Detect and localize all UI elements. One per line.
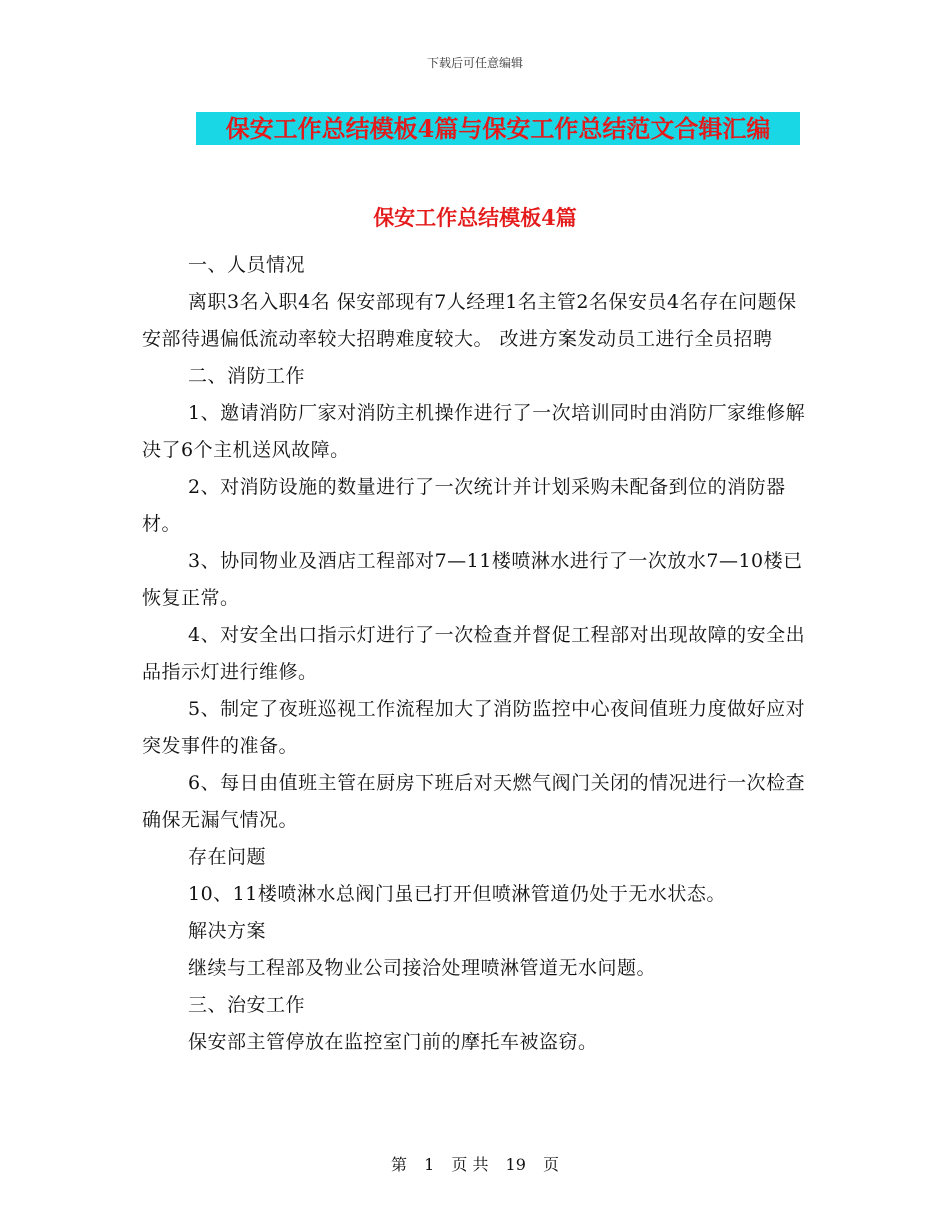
paragraph: 离职3名入职4名 保安部现有7人经理1名主管2名保安员4名存在问题保安部待遇偏低流动率较大招聘难度较大。 改进方案发动员工进行全员招聘 xyxy=(142,291,797,350)
page-footer xyxy=(0,1152,950,1175)
paragraph: 继续与工程部及物业公司接洽处理喷淋管道无水问题。 xyxy=(188,957,657,979)
paragraph: 3、协同物业及酒店工程部对7—11楼喷淋水进行了一次放水7—10楼已恢复正常。 xyxy=(142,550,803,609)
footer-mid: 页 共 xyxy=(451,1155,489,1174)
sub-title: 保安工作总结模板4篇 xyxy=(373,205,577,230)
paragraph: 6、每日由值班主管在厨房下班后对天燃气阀门关闭的情况进行一次检查确保无漏气情况。 xyxy=(142,772,806,831)
paragraph: 2、对消防设施的数量进行了一次统计并计划采购未配备到位的消防器材。 xyxy=(142,476,786,535)
paragraph: 5、制定了夜班巡视工作流程加大了消防监控中心夜间值班力度做好应对突发事件的准备。 xyxy=(142,698,806,757)
section-heading: 三、治安工作 xyxy=(188,994,306,1016)
footer-total-pages: 19 xyxy=(505,1155,526,1174)
footer-prefix: 第 xyxy=(390,1155,407,1174)
paragraph: 保安部主管停放在监控室门前的摩托车被盗窃。 xyxy=(188,1031,598,1053)
paragraph: 1、邀请消防厂家对消防主机操作进行了一次培训同时由消防厂家维修解决了6个主机送风故障。 xyxy=(142,402,806,461)
section-heading: 一、人员情况 xyxy=(188,254,306,276)
subsection-heading: 存在问题 xyxy=(188,846,267,868)
subsection-heading: 解决方案 xyxy=(188,920,267,942)
header-note: 下载后可任意编辑 xyxy=(426,56,523,70)
paragraph: 4、对安全出口指示灯进行了一次检查并督促工程部对出现故障的安全出品指示灯进行维修。 xyxy=(142,624,806,683)
section-heading: 二、消防工作 xyxy=(188,365,306,387)
main-title: 保安工作总结模板4篇与保安工作总结范文合辑汇编 xyxy=(196,112,800,145)
paragraph: 10、11楼喷淋水总阀门虽已打开但喷淋管道仍处于无水状态。 xyxy=(188,883,726,905)
footer-suffix: 页 xyxy=(543,1155,560,1174)
footer-page-number: 1 xyxy=(424,1155,435,1174)
document-body xyxy=(142,247,812,1061)
